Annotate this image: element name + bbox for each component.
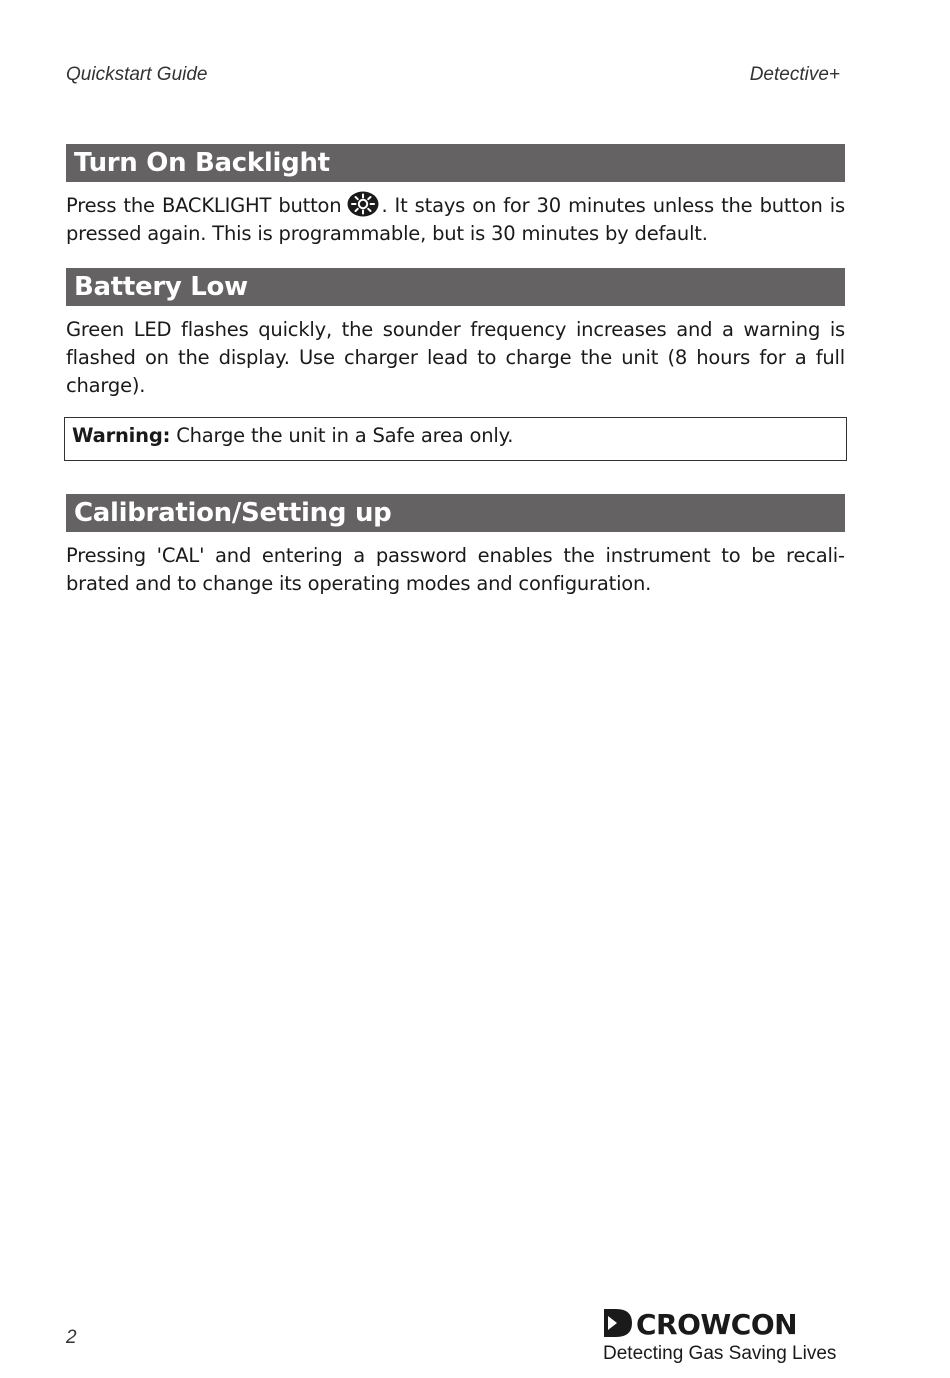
battery-low-paragraph: Green LED flashes quickly, the sounder frequency increases and a warning is flashed on the display. Use charger lead to charge the unit (8 hours for a full charge). <box>66 318 845 397</box>
backlight-text-end: . It stays on for 30 minutes unless the button is pressed again. This is programmable, but is 30 minutes by default. <box>66 194 845 245</box>
running-header-left: Quickstart Guide <box>66 64 208 85</box>
warning-box <box>64 417 847 461</box>
backlight-paragraph <box>66 191 845 248</box>
section-heading-backlight: Turn On Backlight <box>66 144 845 182</box>
warning-text: Charge the unit in a Safe area only. <box>170 424 514 447</box>
crowcon-logo <box>603 1308 835 1365</box>
section-heading-calibration: Calibration/Setting up <box>66 494 845 532</box>
calibration-paragraph: Pressing 'CAL' and entering a password enables the instrument to be recalibrated and to change its operating modes and configuration. <box>66 544 845 595</box>
backlight-button-icon <box>347 191 379 217</box>
running-header-right: Detective+ <box>749 64 840 85</box>
backlight-text-start: Press the BACKLIGHT button <box>66 194 342 217</box>
logo-tagline: Detecting Gas Saving Lives <box>603 1343 837 1364</box>
section-heading-battery-low: Battery Low <box>66 268 845 306</box>
page-number: 2 <box>66 1327 77 1348</box>
warning-label: Warning: <box>72 424 171 447</box>
crowcon-logo-icon <box>603 1308 633 1342</box>
crowcon-wordmark: CROWCON <box>636 1308 798 1341</box>
